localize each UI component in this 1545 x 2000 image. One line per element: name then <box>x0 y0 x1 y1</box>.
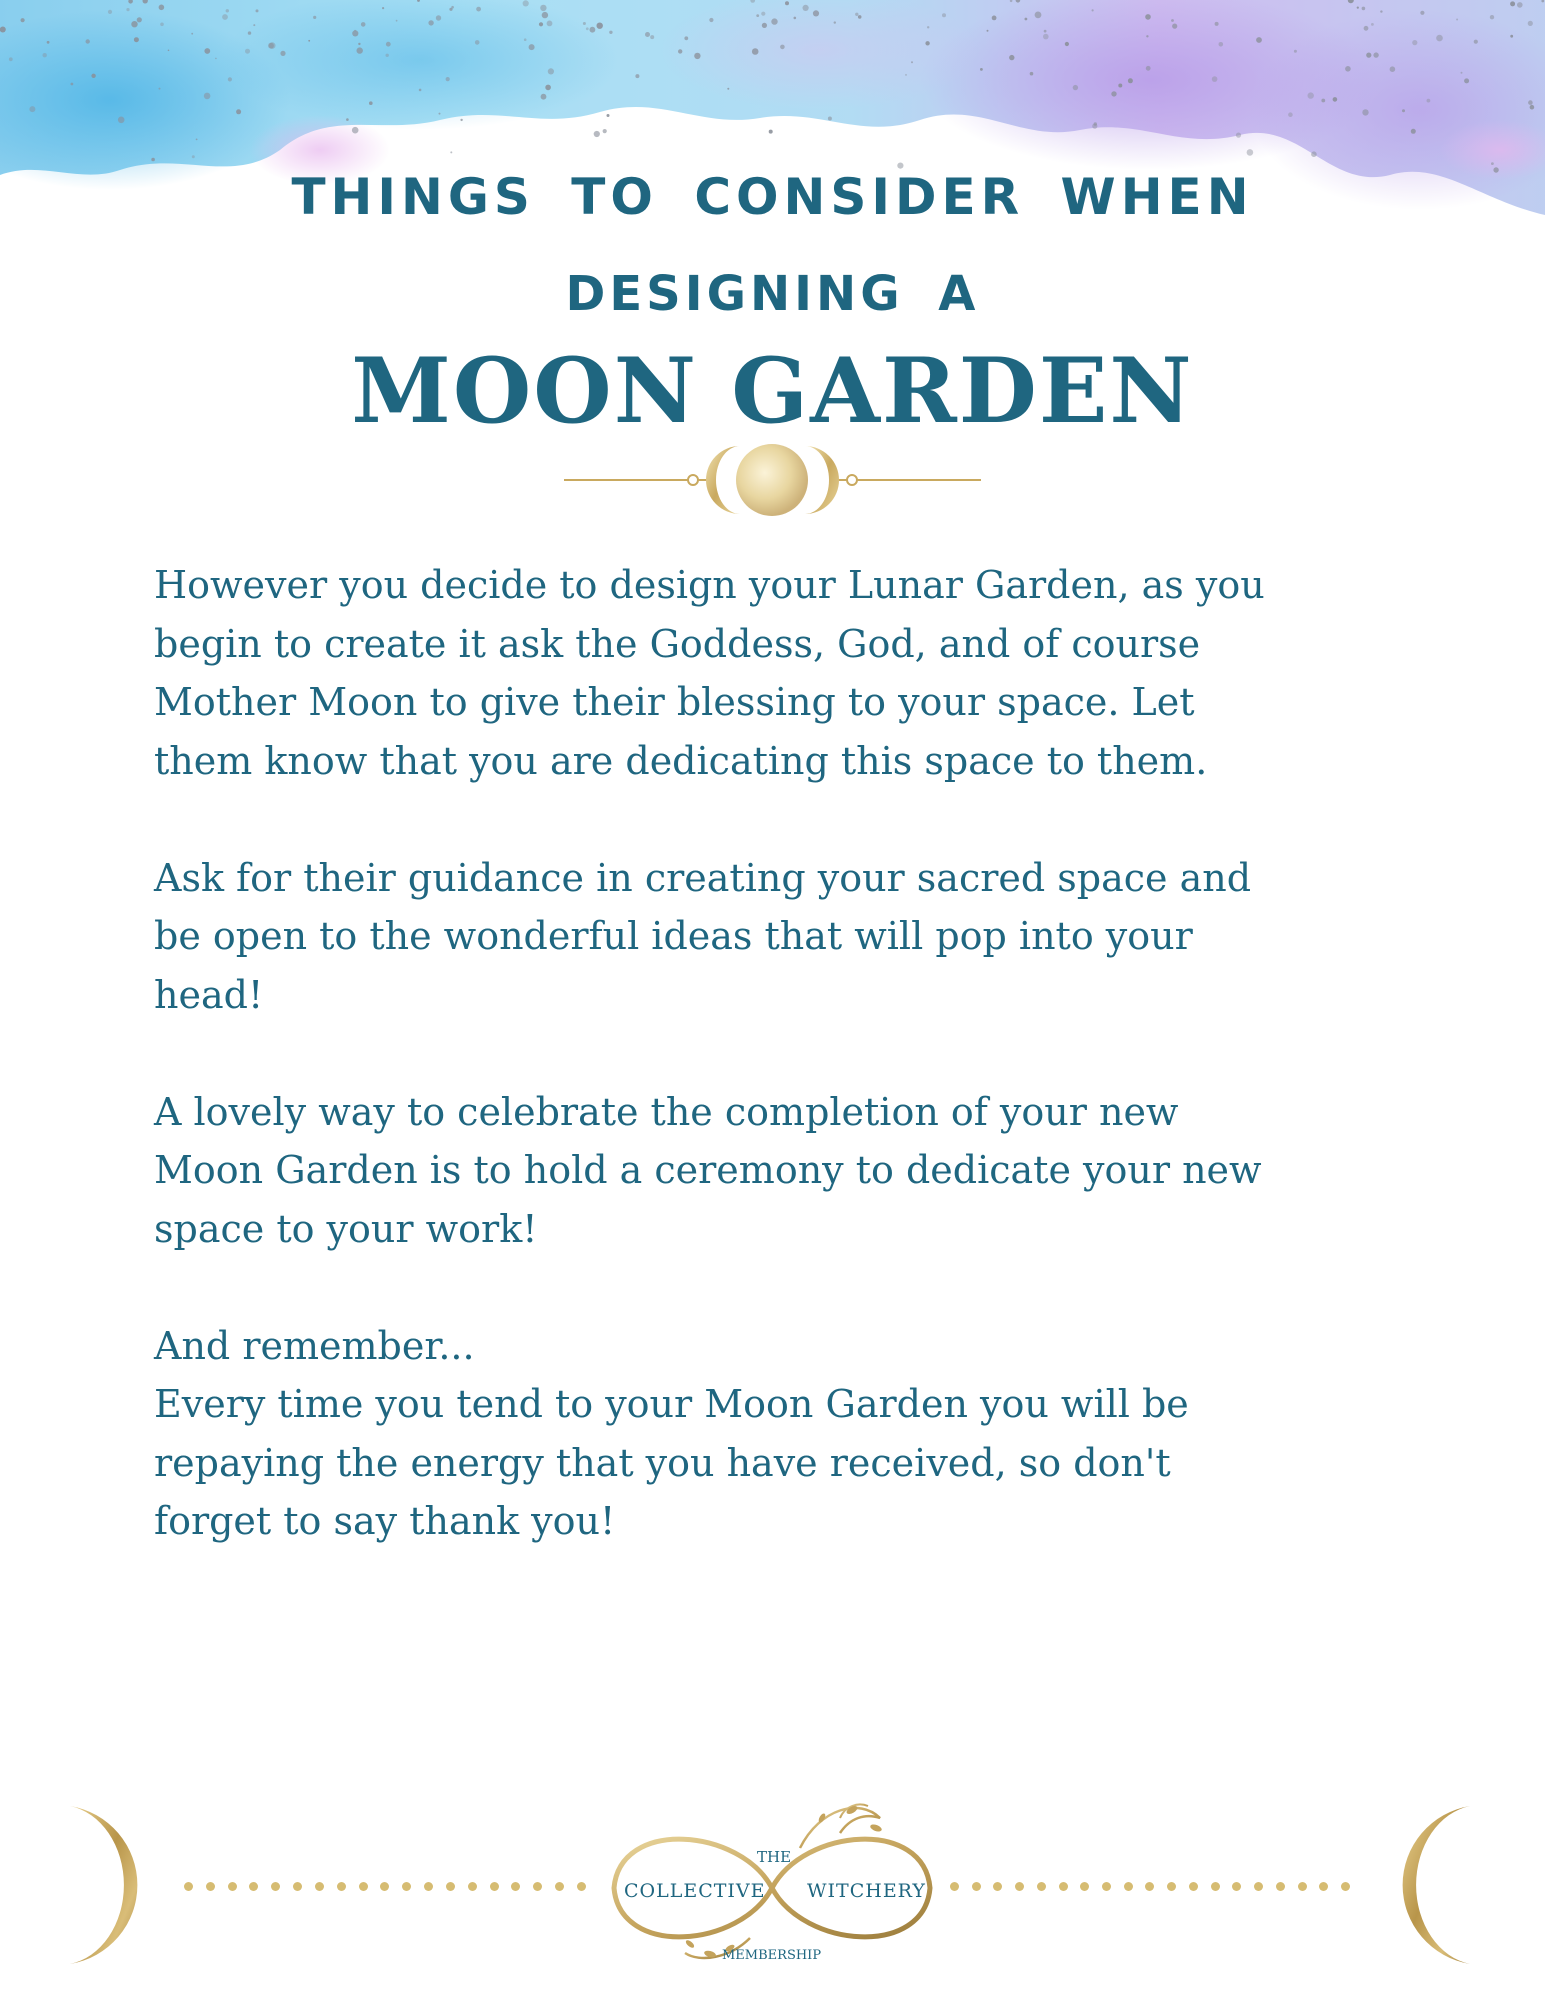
divider-dot <box>206 1882 215 1891</box>
sparkle-speck <box>980 68 983 71</box>
sparkle-speck <box>236 109 241 114</box>
sparkle-speck <box>419 89 422 92</box>
sparkle-speck <box>308 40 310 42</box>
sparkle-speck <box>540 5 546 11</box>
divider-dot <box>993 1882 1002 1891</box>
sparkle-speck <box>460 119 462 121</box>
divider-dot <box>271 1882 280 1891</box>
divider-dot <box>577 1882 586 1891</box>
sparkle-speck <box>1345 66 1351 72</box>
footer <box>0 1780 1545 1990</box>
sparkle-speck <box>727 88 729 90</box>
logo-text-collective: COLLECTIVE <box>624 1880 766 1902</box>
sparkle-speck <box>1215 22 1219 26</box>
sparkle-speck <box>1357 7 1359 9</box>
sparkle-speck <box>369 101 373 105</box>
sparkle-speck <box>1373 52 1378 57</box>
divider-dot <box>1254 1882 1263 1891</box>
crescent-moon-right-icon <box>1360 1800 1480 1970</box>
text-line: However you decide to design your Lunar Garden, as you <box>154 563 1265 607</box>
sparkle-speck <box>542 12 548 18</box>
logo-text-membership: MEMBERSHIP <box>722 1948 822 1963</box>
sparkle-speck <box>245 49 250 54</box>
sparkle-speck <box>1364 26 1369 31</box>
sparkle-speck <box>1092 124 1097 129</box>
sparkle-speck <box>1118 84 1122 88</box>
sparkle-speck <box>192 155 195 158</box>
collective-witchery-logo <box>600 1788 945 1978</box>
divider-dot <box>1341 1882 1350 1891</box>
sparkle-speck <box>1044 30 1047 33</box>
sparkle-speck <box>280 51 285 56</box>
sparkle-speck <box>1308 92 1314 98</box>
sparkle-speck <box>769 130 773 134</box>
sparkle-speck <box>828 117 832 121</box>
sparkle-speck <box>1474 40 1478 44</box>
sparkle-speck <box>191 33 193 35</box>
sparkle-speck <box>529 44 535 50</box>
sparkle-speck <box>1171 19 1174 22</box>
sparkle-speck <box>1464 78 1469 83</box>
divider-dot <box>1015 1882 1024 1891</box>
sparkle-speck <box>1128 78 1133 83</box>
sparkle-speck <box>1362 109 1368 115</box>
sparkle-speck <box>352 30 358 36</box>
sparkle-speck <box>256 9 259 12</box>
sparkle-speck <box>1402 109 1405 112</box>
sparkle-speck <box>126 8 129 11</box>
text-line: space to your work! <box>154 1206 538 1251</box>
sparkle-speck <box>855 13 858 16</box>
divider-dot <box>1319 1882 1328 1891</box>
sparkle-speck <box>1035 12 1042 19</box>
sparkle-speck <box>215 58 217 60</box>
sparkle-speck <box>131 21 137 27</box>
sparkle-speck <box>151 158 155 162</box>
sparkle-speck <box>21 18 25 22</box>
sparkle-speck <box>352 127 359 134</box>
dotted-divider-left <box>184 1880 586 1892</box>
sparkle-speck <box>834 21 836 23</box>
sparkle-speck <box>1321 99 1325 103</box>
sparkle-speck <box>635 74 639 78</box>
sparkle-speck <box>541 94 547 100</box>
sparkle-speck <box>428 20 433 25</box>
text-line: Mother Moon to give their blessing to your space. Let <box>154 680 1195 724</box>
sparkle-speck <box>1427 99 1431 103</box>
sparkle-speck <box>475 40 480 45</box>
sparkle-speck <box>524 38 527 41</box>
paragraph-remember <box>154 1317 1394 1551</box>
sparkle-speck <box>1247 149 1254 156</box>
sparkle-speck <box>925 41 929 45</box>
sparkle-speck <box>609 31 612 34</box>
sparkle-speck <box>108 10 112 14</box>
sparkle-speck <box>539 22 543 26</box>
sparkle-speck <box>1236 133 1241 138</box>
sparkle-speck <box>196 139 198 141</box>
sparkle-speck <box>583 22 586 25</box>
sparkle-speck <box>1092 9 1094 11</box>
page-title-line-1: THINGS TO CONSIDER WHEN <box>291 168 1254 226</box>
text-line: A lovely way to celebrate the completion of your new <box>154 1089 1179 1134</box>
sparkle-speck <box>911 61 913 63</box>
sparkle-speck <box>1510 35 1513 38</box>
sparkle-speck <box>905 74 907 76</box>
divider-dot <box>249 1882 258 1891</box>
divider-dot <box>184 1882 193 1891</box>
divider-dot <box>511 1882 520 1891</box>
sparkle-speck <box>1362 7 1366 11</box>
sparkle-speck <box>1172 24 1177 29</box>
divider-dot <box>359 1882 368 1891</box>
text-line: begin to create it ask the Goddess, God, and of course <box>154 621 1201 666</box>
sparkle-speck <box>785 1 789 5</box>
sparkle-speck <box>1461 72 1463 74</box>
sparkle-speck <box>29 106 35 112</box>
divider-dot <box>1189 1882 1198 1891</box>
page-title-main: MOON GARDEN <box>351 338 1194 444</box>
divider-dot <box>1298 1882 1307 1891</box>
body-text <box>154 556 1394 1551</box>
divider-dot <box>1167 1882 1176 1891</box>
divider-dot <box>1102 1882 1111 1891</box>
sparkle-speck <box>1528 21 1533 26</box>
sparkle-speck <box>523 0 529 6</box>
sparkle-speck <box>1065 42 1069 46</box>
sparkle-speck <box>1517 2 1523 8</box>
divider-dot <box>1059 1882 1068 1891</box>
page-title-line-2: DESIGNING A <box>565 266 980 322</box>
sparkle-speck <box>752 48 759 55</box>
paragraph-ceremony <box>154 1083 1394 1259</box>
sparkle-speck <box>1025 18 1028 21</box>
sparkle-speck <box>678 49 682 53</box>
divider-dot <box>555 1882 564 1891</box>
sparkle-speck <box>762 23 767 28</box>
divider-dot <box>1276 1882 1285 1891</box>
divider-dot <box>1124 1882 1133 1891</box>
sparkle-speck <box>586 27 589 30</box>
sparkle-speck <box>1212 76 1218 82</box>
sparkle-speck <box>1510 1 1515 6</box>
divider-dot <box>228 1882 237 1891</box>
sparkle-speck <box>346 118 349 121</box>
sparkle-speck <box>1491 162 1494 165</box>
divider-dot <box>380 1882 389 1891</box>
logo-text-witchery: WITCHERY <box>807 1880 926 1902</box>
sparkle-speck <box>761 12 765 16</box>
text-line: forget to say thank you! <box>154 1499 616 1543</box>
sparkle-speck <box>992 16 997 21</box>
sparkle-speck <box>159 5 165 11</box>
sparkle-speck <box>1390 66 1396 72</box>
sparkle-speck <box>1146 66 1151 71</box>
sparkle-speck <box>91 74 95 78</box>
sparkle-speck <box>1145 14 1151 20</box>
sparkle-speck <box>449 8 452 11</box>
sparkle-speck <box>222 14 228 20</box>
sparkle-speck <box>43 53 47 57</box>
sparkle-speck <box>794 17 797 20</box>
text-line: Moon Garden is to hold a ceremony to dedicate your new <box>154 1148 1262 1192</box>
dotted-divider-right <box>950 1880 1350 1892</box>
sparkle-speck <box>684 36 688 40</box>
sparkle-speck <box>396 20 398 22</box>
divider-dot <box>1232 1882 1241 1891</box>
sparkle-speck <box>436 15 441 20</box>
paragraph-blessing <box>154 556 1394 790</box>
sparkle-speck <box>1436 35 1443 42</box>
sparkle-speck <box>1411 129 1416 134</box>
divider-dot <box>1145 1882 1154 1891</box>
sparkle-speck <box>1043 34 1049 40</box>
text-line: them know that you are dedicating this space to them. <box>154 738 1208 783</box>
sparkle-speck <box>476 7 481 12</box>
sparkle-speck <box>548 68 554 74</box>
sparkle-speck <box>439 113 441 115</box>
divider-dot <box>446 1882 455 1891</box>
sparkle-speck <box>1333 97 1338 102</box>
sparkle-speck <box>47 41 50 44</box>
divider-dot <box>293 1882 302 1891</box>
sparkle-speck <box>1530 105 1535 110</box>
divider-dot <box>972 1882 981 1891</box>
sparkle-speck <box>1111 91 1116 96</box>
sparkle-speck <box>590 27 596 33</box>
sparkle-speck <box>168 50 170 52</box>
sparkle-speck <box>1420 11 1424 15</box>
sparkle-speck <box>450 151 452 153</box>
sparkle-speck <box>357 47 363 53</box>
divider-dot <box>1211 1882 1220 1891</box>
sparkle-speck <box>607 114 610 117</box>
sparkle-speck <box>313 16 316 19</box>
sparkle-speck <box>361 22 366 27</box>
sparkle-speck <box>1490 15 1494 19</box>
sparkle-speck <box>228 77 232 81</box>
text-line: repaying the energy that you have received, so don't <box>154 1440 1171 1485</box>
sparkle-speck <box>942 13 946 17</box>
sparkle-speck <box>1146 35 1148 37</box>
sparkle-speck <box>1030 72 1034 76</box>
sparkle-speck <box>248 31 251 34</box>
sparkle-speck <box>382 7 384 9</box>
sparkle-speck <box>813 10 819 16</box>
sparkle-speck <box>226 9 229 12</box>
sparkle-speck <box>204 48 210 54</box>
crescent-moon-left-icon <box>60 1800 180 1970</box>
sparkle-speck <box>1219 42 1224 47</box>
text-line: Every time you tend to your Moon Garden you will be <box>154 1382 1189 1426</box>
sparkle-speck <box>1294 50 1297 53</box>
text-line: Ask for their guidance in creating your sacred space and <box>154 855 1252 900</box>
sparkle-speck <box>1371 23 1374 26</box>
sparkle-speck <box>858 15 862 19</box>
sparkle-speck <box>694 53 700 59</box>
sparkle-speck <box>1412 40 1417 45</box>
divider-dot <box>1080 1882 1089 1891</box>
sparkle-speck <box>645 32 650 37</box>
sparkle-speck <box>594 131 600 137</box>
sparkle-speck <box>1528 100 1533 105</box>
divider-dot <box>533 1882 542 1891</box>
sparkle-speck <box>86 39 90 43</box>
sparkle-speck <box>756 14 759 17</box>
sparkle-speck <box>1311 151 1317 157</box>
sparkle-speck <box>1456 19 1458 21</box>
logo-text-the: THE <box>757 1848 792 1866</box>
sparkle-speck <box>545 85 551 91</box>
divider-dot <box>490 1882 499 1891</box>
text-line: be open to the wonderful ideas that will pop into your <box>154 914 1193 958</box>
divider-dot <box>424 1882 433 1891</box>
sparkle-speck <box>780 45 785 50</box>
sparkle-speck <box>603 129 607 133</box>
sparkle-speck <box>386 42 391 47</box>
sparkle-speck <box>137 17 142 22</box>
divider-dot <box>950 1882 959 1891</box>
divider-dot <box>468 1882 477 1891</box>
sparkle-speck <box>771 18 777 24</box>
sparkle-speck <box>358 43 360 45</box>
sparkle-speck <box>1256 37 1262 43</box>
sparkle-speck <box>9 57 13 61</box>
sparkle-speck <box>803 5 809 11</box>
sparkle-speck <box>987 30 989 32</box>
divider-dot <box>1037 1882 1046 1891</box>
sparkle-speck <box>1380 10 1382 12</box>
sparkle-speck <box>1009 55 1014 60</box>
sparkle-speck <box>446 77 450 81</box>
sparkle-speck <box>709 18 713 22</box>
sparkle-speck <box>253 24 255 26</box>
sparkle-speck <box>1073 85 1078 90</box>
sparkle-speck <box>268 43 274 49</box>
sparkle-speck <box>386 54 389 57</box>
sparkle-speck <box>134 37 139 42</box>
divider-dot <box>337 1882 346 1891</box>
sparkle-speck <box>597 23 603 29</box>
sparkle-speck <box>547 21 553 27</box>
sparkle-speck <box>71 83 74 86</box>
triple-moon-divider-icon <box>560 440 985 520</box>
sparkle-speck <box>650 35 654 39</box>
sparkle-speck <box>927 26 929 28</box>
sparkle-speck <box>1288 112 1293 117</box>
sparkle-speck <box>204 93 211 100</box>
text-line: And remember... <box>154 1323 475 1368</box>
sparkle-speck <box>1366 53 1371 58</box>
divider-dot <box>402 1882 411 1891</box>
divider-dot <box>315 1882 324 1891</box>
sparkle-speck <box>160 23 164 27</box>
sparkle-speck <box>0 27 6 33</box>
sparkle-speck <box>159 88 161 90</box>
text-line: head! <box>154 972 264 1017</box>
paragraph-guidance <box>154 849 1394 1025</box>
sparkle-speck <box>118 117 125 124</box>
